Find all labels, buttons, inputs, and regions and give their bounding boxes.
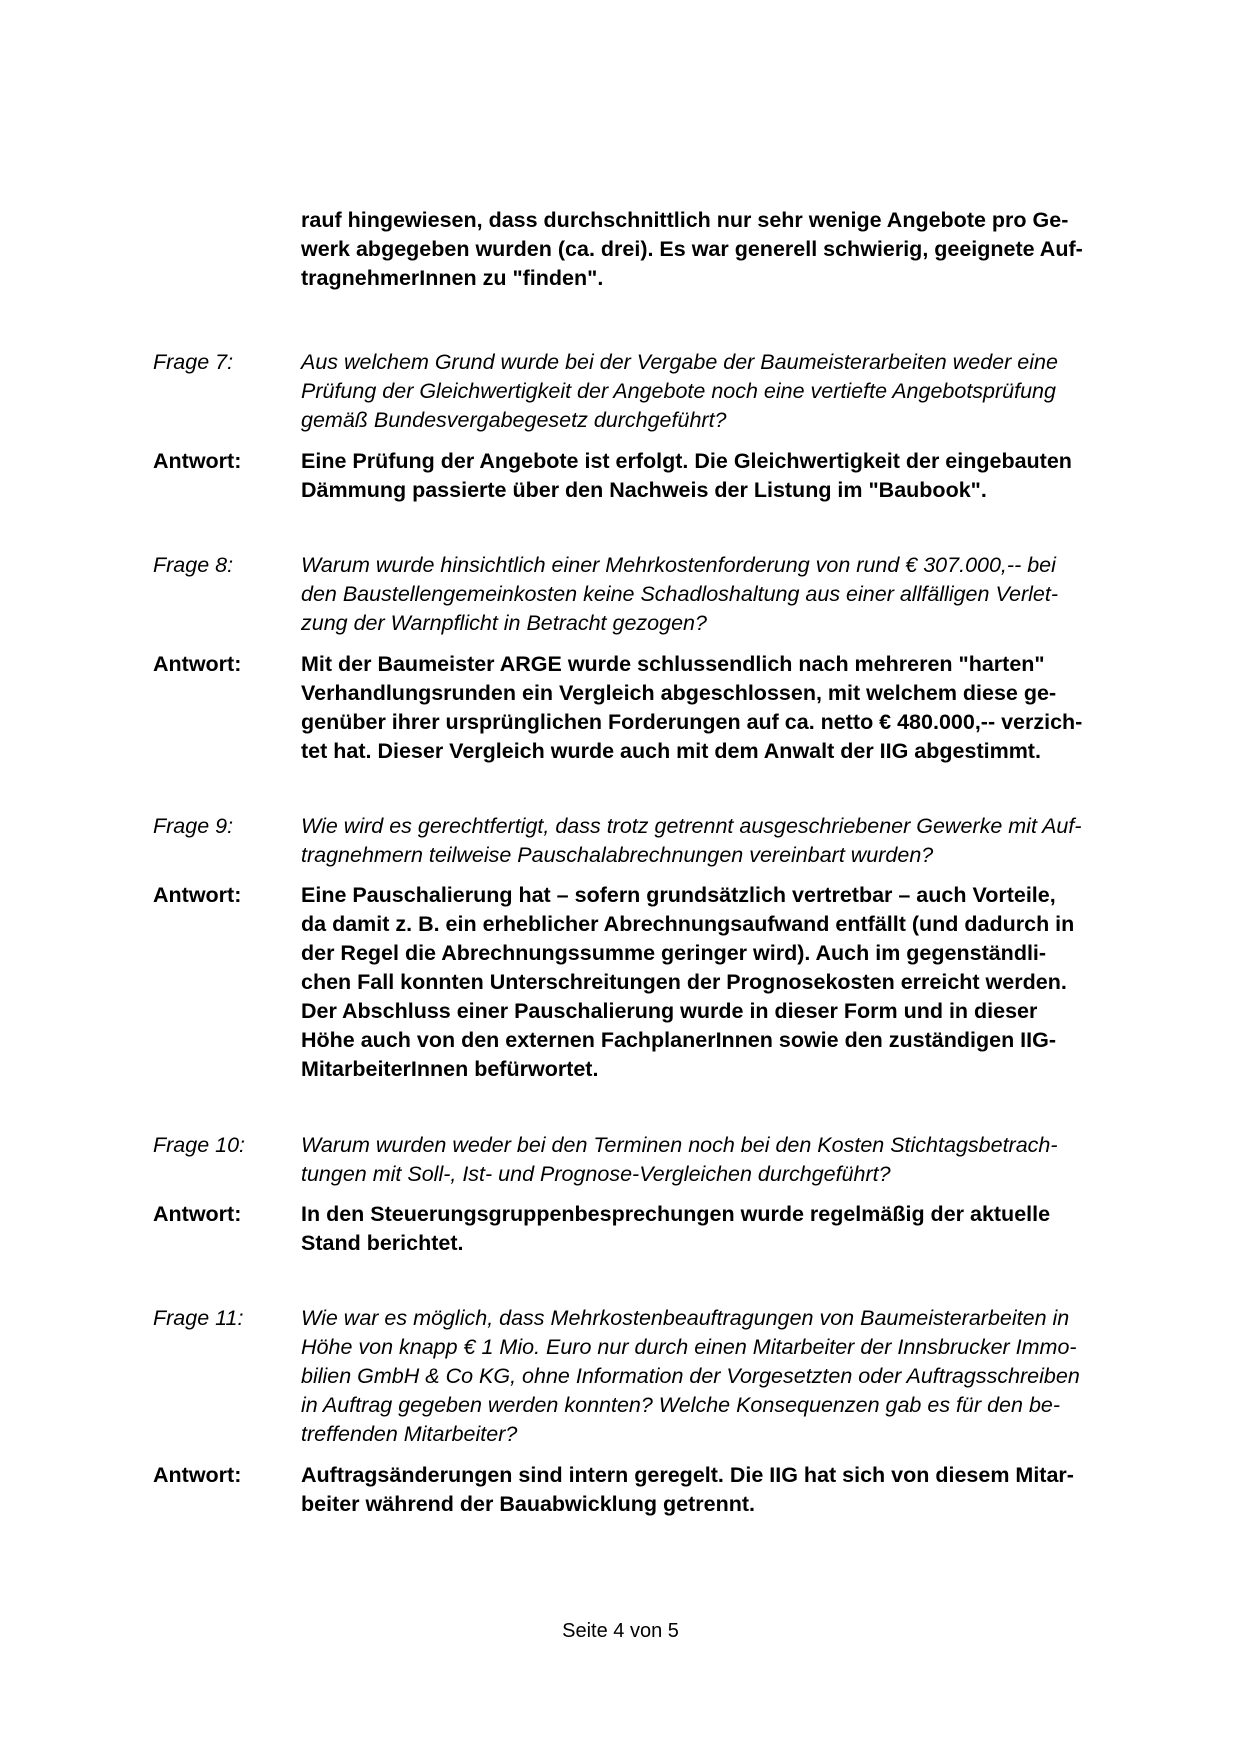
text-line: der Regel die Abrechnungssumme geringer wird). Auch im gegenständli- [301, 941, 1047, 965]
text-line: Warum wurden weder bei den Terminen noch bei den Kosten Stichtagsbetrach- [301, 1133, 1058, 1157]
text-line: Warum wurde hinsichtlich einer Mehrkostenforderung von rund € 307.000,-- bei [301, 553, 1056, 577]
text-line: in Auftrag gegeben werden konnten? Welche Konsequenzen gab es für den be- [301, 1393, 1061, 1417]
continuation-paragraph [301, 206, 1141, 293]
question-label: Frage 11: [153, 1306, 244, 1330]
text-line: rauf hingewiesen, dass durchschnittlich nur sehr wenige Angebote pro Ge- [301, 208, 1069, 232]
text-line: Höhe auch von den externen FachplanerInnen sowie den zuständigen IIG- [301, 1028, 1057, 1052]
text-line: Der Abschluss einer Pauschalierung wurde in dieser Form und in dieser [301, 999, 1038, 1023]
text-line: tragnehmern teilweise Pauschalabrechnungen vereinbart wurden? [301, 843, 934, 867]
question-text [301, 551, 1141, 638]
question-label: Frage 7: [153, 350, 234, 374]
answer-label: Antwort: [153, 1202, 242, 1226]
text-line: den Baustellengemeinkosten keine Schadloshaltung aus einer allfälligen Verlet- [301, 582, 1058, 606]
answer-text [301, 447, 1141, 505]
text-line: beiter während der Bauabwicklung getrennt. [301, 1492, 755, 1516]
text-line: Dämmung passierte über den Nachweis der Listung im "Baubook". [301, 478, 987, 502]
text-line: werk abgegeben wurden (ca. drei). Es war generell schwierig, geeignete Auf- [301, 237, 1083, 261]
text-line: tet hat. Dieser Vergleich wurde auch mit dem Anwalt der IIG abgestimmt. [301, 739, 1041, 763]
text-line: Wie wird es gerechtfertigt, dass trotz getrennt ausgeschriebener Gewerke mit Auf- [301, 814, 1082, 838]
answer-text [301, 650, 1141, 766]
question-label: Frage 8: [153, 553, 234, 577]
text-line: treffenden Mitarbeiter? [301, 1422, 518, 1446]
text-line: zung der Warnpflicht in Betracht gezogen? [301, 611, 707, 635]
text-line: bilien GmbH & Co KG, ohne Information der Vorgesetzten oder Auftragsschreiben [301, 1364, 1080, 1388]
answer-text [301, 1200, 1141, 1258]
question-text [301, 1131, 1141, 1189]
text-line: chen Fall konnten Unterschreitungen der Prognosekosten erreicht werden. [301, 970, 1067, 994]
page-number: Seite 4 von 5 [562, 1620, 679, 1642]
answer-label: Antwort: [153, 883, 242, 907]
text-line: In den Steuerungsgruppenbesprechungen wurde regelmäßig der aktuelle [301, 1202, 1051, 1226]
text-line: Wie war es möglich, dass Mehrkostenbeauftragungen von Baumeisterarbeiten in [301, 1306, 1070, 1330]
text-line: Aus welchem Grund wurde bei der Vergabe der Baumeisterarbeiten weder eine [301, 350, 1058, 374]
answer-label: Antwort: [153, 652, 242, 676]
text-line: Mit der Baumeister ARGE wurde schlussendlich nach mehreren "harten" [301, 652, 1045, 676]
question-label: Frage 10: [153, 1133, 246, 1157]
question-label: Frage 9: [153, 814, 234, 838]
answer-text [301, 881, 1141, 1084]
text-line: MitarbeiterInnen befürwortet. [301, 1057, 599, 1081]
text-line: Stand berichtet. [301, 1231, 464, 1255]
text-line: Eine Prüfung der Angebote ist erfolgt. Die Gleichwertigkeit der eingebauten [301, 449, 1072, 473]
text-line: Höhe von knapp € 1 Mio. Euro nur durch einen Mitarbeiter der Innsbrucker Immo- [301, 1335, 1077, 1359]
text-line: Verhandlungsrunden ein Vergleich abgeschlossen, mit welchem diese ge- [301, 681, 1057, 705]
text-line: Prüfung der Gleichwertigkeit der Angebote noch eine vertiefte Angebotsprüfung [301, 379, 1056, 403]
text-line: genüber ihrer ursprünglichen Forderungen auf ca. netto € 480.000,-- verzich- [301, 710, 1083, 734]
text-line: gemäß Bundesvergabegesetz durchgeführt? [301, 408, 727, 432]
text-line: tungen mit Soll-, Ist- und Prognose-Vergleichen durchgeführt? [301, 1162, 891, 1186]
text-line: da damit z. B. ein erheblicher Abrechnungsaufwand entfällt (und dadurch in [301, 912, 1075, 936]
question-text [301, 1304, 1141, 1449]
text-line: Eine Pauschalierung hat – sofern grundsätzlich vertretbar – auch Vorteile, [301, 883, 1056, 907]
question-text [301, 812, 1141, 870]
text-line: Auftragsänderungen sind intern geregelt. Die IIG hat sich von diesem Mitar- [301, 1463, 1074, 1487]
text-line: tragnehmerInnen zu "finden". [301, 266, 604, 290]
answer-label: Antwort: [153, 449, 242, 473]
answer-label: Antwort: [153, 1463, 242, 1487]
question-text [301, 348, 1141, 435]
answer-text [301, 1461, 1141, 1519]
